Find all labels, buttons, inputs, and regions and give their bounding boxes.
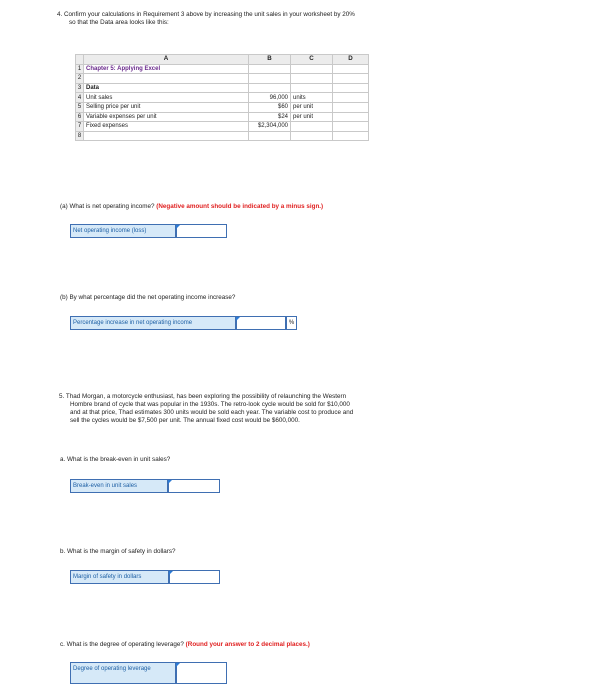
percent-unit: %: [286, 316, 297, 330]
cell-a4: Unit sales: [84, 93, 249, 103]
row-number: 2: [76, 74, 84, 84]
cell-d8: [333, 131, 369, 141]
cell-b6: $24: [249, 112, 291, 122]
break-even-input[interactable]: [167, 480, 219, 492]
sheet-row: [76, 102, 369, 112]
question-5b: b. What is the margin of safety in dollars?: [60, 548, 176, 555]
question-5c: [60, 641, 310, 649]
cell-a2: [84, 74, 249, 84]
q4-line2: so that the Data area looks like this:: [69, 19, 169, 27]
question-4-intro: [57, 11, 355, 28]
row-number: 3: [76, 83, 84, 93]
margin-of-safety-label: Margin of safety in dollars: [71, 571, 168, 583]
cell-c4: units: [291, 93, 333, 103]
cell-c1: [291, 64, 333, 74]
cell-a1: Chapter 5: Applying Excel: [84, 64, 249, 74]
cell-b2: [249, 74, 291, 84]
row-number: 5: [76, 102, 84, 112]
cell-b8: [249, 131, 291, 141]
cell-d7: [333, 122, 369, 132]
corner-cell: [76, 55, 84, 65]
cell-c6: per unit: [291, 112, 333, 122]
cell-d4: [333, 93, 369, 103]
cell-c7: [291, 122, 333, 132]
cell-a8: [84, 131, 249, 141]
net-operating-income-label: Net operating income (loss): [71, 225, 175, 237]
cell-b3: [249, 83, 291, 93]
operating-leverage-input[interactable]: [175, 663, 226, 683]
row-number: 6: [76, 112, 84, 122]
cell-a5: Selling price per unit: [84, 102, 249, 112]
net-operating-income-answer: [70, 224, 227, 238]
q5c-text: c. What is the degree of operating leverage?: [60, 641, 184, 648]
cell-a7: Fixed expenses: [84, 122, 249, 132]
row-number: 8: [76, 131, 84, 141]
cell-d2: [333, 74, 369, 84]
q5-line1: 5. Thad Morgan, a motorcycle enthusiast, has been exploring the possibility of relaunching the Western: [59, 393, 347, 400]
sheet-row: [76, 131, 369, 141]
break-even-answer: [70, 479, 220, 493]
question-5a: a. What is the break-even in unit sales?: [60, 456, 171, 463]
cell-b5: $60: [249, 102, 291, 112]
row-number: 7: [76, 122, 84, 132]
sheet-row: [76, 112, 369, 122]
cell-c5: per unit: [291, 102, 333, 112]
q5-line2: Hombre brand of cycle that was popular in the 1930s. The retro-look cycle would be sold for $10,000: [70, 401, 350, 409]
percentage-increase-answer: [70, 316, 286, 330]
row-number: 4: [76, 93, 84, 103]
cell-d1: [333, 64, 369, 74]
cell-c8: [291, 131, 333, 141]
cell-d3: [333, 83, 369, 93]
cell-b4: 96,000: [249, 93, 291, 103]
col-header-d: D: [333, 55, 369, 65]
spreadsheet-data-area: [75, 54, 369, 141]
col-header-b: B: [249, 55, 291, 65]
col-header-a: A: [84, 55, 249, 65]
operating-leverage-answer: [70, 662, 227, 684]
cell-a3: Data: [84, 83, 249, 93]
row-number: 1: [76, 64, 84, 74]
sheet-row: [76, 93, 369, 103]
cell-c3: [291, 83, 333, 93]
qa-note: (Negative amount should be indicated by a minus sign.): [156, 203, 324, 210]
q4-line1: 4. Confirm your calculations in Requirement 3 above by increasing the unit sales in your worksheet by 20%: [57, 11, 355, 18]
cell-a6: Variable expenses per unit: [84, 112, 249, 122]
cell-d5: [333, 102, 369, 112]
q5-line4: sell the cycles would be $7,500 per unit. The annual fixed cost would be $600,000.: [70, 417, 300, 425]
sheet-row: [76, 64, 369, 74]
question-5-text: [59, 393, 353, 425]
q5c-note: (Round your answer to 2 decimal places.): [185, 641, 310, 648]
sheet-row: [76, 74, 369, 84]
net-operating-income-input[interactable]: [175, 225, 226, 237]
sheet-row: [76, 122, 369, 132]
question-b: (b) By what percentage did the net operating income increase?: [60, 294, 236, 301]
spreadsheet-header-row: [76, 55, 369, 65]
sheet-row: [76, 83, 369, 93]
cell-c2: [291, 74, 333, 84]
col-header-c: C: [291, 55, 333, 65]
operating-leverage-label: Degree of operating leverage: [71, 663, 175, 683]
percentage-increase-label: Percentage increase in net operating income: [71, 317, 235, 329]
percentage-increase-input[interactable]: [235, 317, 285, 329]
q5-line3: and at that price, Thad estimates 300 units would be sold each year. The variable cost to produce and: [70, 409, 354, 417]
cell-b7: $2,304,000: [249, 122, 291, 132]
cell-d6: [333, 112, 369, 122]
margin-of-safety-input[interactable]: [168, 571, 219, 583]
question-a: [60, 203, 323, 211]
margin-of-safety-answer: [70, 570, 220, 584]
cell-b1: [249, 64, 291, 74]
break-even-label: Break-even in unit sales: [71, 480, 167, 492]
qa-text: (a) What is net operating income?: [60, 203, 155, 210]
